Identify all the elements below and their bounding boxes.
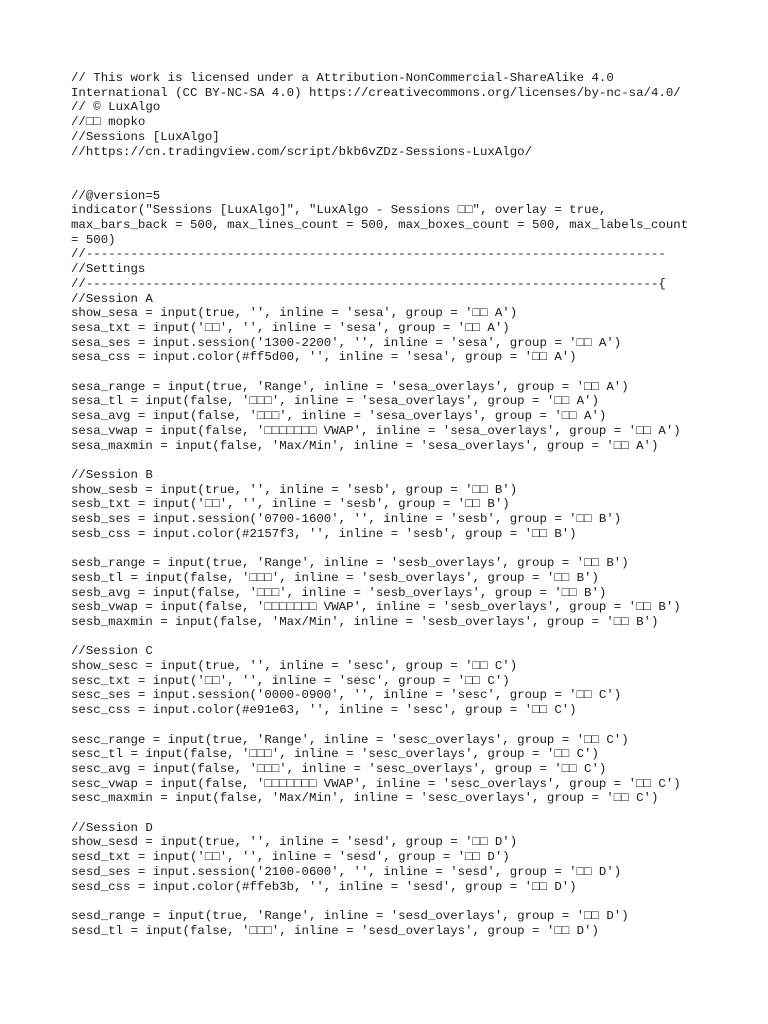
- code-line: sesc_range = input(true, 'Range', inline = 'sesc_overlays', group = '□□ C'): [71, 732, 629, 747]
- code-block: [71, 71, 701, 938]
- blank-line: [71, 365, 701, 380]
- code-line: sesc_ses = input.session('0000-0900', '', inline = 'sesc', group = '□□ C'): [71, 688, 622, 703]
- blank-line: [71, 894, 701, 909]
- code-line: //-----------------------------------------------------------------------------{: [71, 276, 666, 291]
- code-line: sesb_avg = input(false, '□□□', inline = 'sesb_overlays', group = '□□ B'): [71, 585, 607, 600]
- code-line: //------------------------------------------------------------------------------: [71, 247, 666, 262]
- code-line: show_sesd = input(true, '', inline = 'sesd', group = '□□ D'): [71, 835, 518, 850]
- blank-line: [71, 718, 701, 733]
- code-line: sesa_maxmin = input(false, 'Max/Min', inline = 'sesa_overlays', group = '□□ A'): [71, 438, 659, 453]
- code-line: //Sessions [LuxAlgo]: [71, 129, 220, 144]
- code-line: sesb_txt = input('□□', '', inline = 'sesb', group = '□□ B'): [71, 497, 510, 512]
- code-line: sesc_vwap = input(false, '□□□□□□□ VWAP', inline = 'sesc_overlays', group = '□□ C'): [71, 776, 681, 791]
- code-line: sesa_tl = input(false, '□□□', inline = 'sesa_overlays', group = '□□ A'): [71, 394, 599, 409]
- code-line: sesa_range = input(true, 'Range', inline = 'sesa_overlays', group = '□□ A'): [71, 379, 629, 394]
- blank-line: [71, 159, 701, 174]
- blank-line: [71, 541, 701, 556]
- code-line: //https://cn.tradingview.com/script/bkb6vZDz-Sessions-LuxAlgo/: [71, 144, 533, 159]
- code-line: //Session B: [71, 467, 153, 482]
- code-line: //@version=5: [71, 188, 161, 203]
- code-line: //Session A: [71, 291, 153, 306]
- code-line: sesa_vwap = input(false, '□□□□□□□ VWAP', inline = 'sesa_overlays', group = '□□ A'): [71, 423, 681, 438]
- code-line: sesc_avg = input(false, '□□□', inline = 'sesc_overlays', group = '□□ C'): [71, 761, 607, 776]
- code-line: show_sesc = input(true, '', inline = 'sesc', group = '□□ C'): [71, 659, 518, 674]
- code-line: sesb_maxmin = input(false, 'Max/Min', inline = 'sesb_overlays', group = '□□ B'): [71, 614, 659, 629]
- code-line: sesc_txt = input('□□', '', inline = 'sesc', group = '□□ C'): [71, 673, 510, 688]
- code-line: sesb_tl = input(false, '□□□', inline = 'sesb_overlays', group = '□□ B'): [71, 570, 599, 585]
- blank-line: [71, 453, 701, 468]
- code-line: sesb_ses = input.session('0700-1600', '', inline = 'sesb', group = '□□ B'): [71, 512, 622, 527]
- blank-line: [71, 806, 701, 821]
- code-line: sesa_txt = input('□□', '', inline = 'sesa', group = '□□ A'): [71, 320, 510, 335]
- code-line: sesa_ses = input.session('1300-2200', '', inline = 'sesa', group = '□□ A'): [71, 335, 622, 350]
- code-line: //Session D: [71, 820, 153, 835]
- code-line: //□□ mopko: [71, 115, 146, 130]
- blank-line: [71, 630, 701, 645]
- code-line: sesd_txt = input('□□', '', inline = 'sesd', group = '□□ D'): [71, 850, 510, 865]
- code-line: show_sesb = input(true, '', inline = 'sesb', group = '□□ B'): [71, 482, 518, 497]
- code-line: sesd_tl = input(false, '□□□', inline = 'sesd_overlays', group = '□□ D'): [71, 923, 599, 938]
- code-line: show_sesa = input(true, '', inline = 'sesa', group = '□□ A'): [71, 306, 518, 321]
- blank-line: [71, 174, 701, 189]
- code-line: sesd_range = input(true, 'Range', inline = 'sesd_overlays', group = '□□ D'): [71, 908, 629, 923]
- code-line: sesa_css = input.color(#ff5d00, '', inline = 'sesa', group = '□□ A'): [71, 350, 577, 365]
- code-line: indicator("Sessions [LuxAlgo]", "LuxAlgo - Sessions □□", overlay = true, max_bars_back = 500, max_lines_count = 500, max_boxes_count = 500, max_labels_count = 500): [71, 203, 696, 247]
- code-line: sesd_css = input.color(#ffeb3b, '', inline = 'sesd', group = '□□ D'): [71, 879, 577, 894]
- code-line: // This work is licensed under a Attribution-NonCommercial-ShareAlike 4.0 International (CC BY-NC-SA 4.0) https://creativecommons.org/licenses/by-nc-sa/4.0/: [71, 71, 681, 100]
- code-line: //Session C: [71, 644, 153, 659]
- code-line: sesc_maxmin = input(false, 'Max/Min', inline = 'sesc_overlays', group = '□□ C'): [71, 791, 659, 806]
- code-line: sesd_ses = input.session('2100-0600', '', inline = 'sesd', group = '□□ D'): [71, 864, 622, 879]
- code-line: sesb_vwap = input(false, '□□□□□□□ VWAP', inline = 'sesb_overlays', group = '□□ B'): [71, 600, 681, 615]
- code-line: sesb_range = input(true, 'Range', inline = 'sesb_overlays', group = '□□ B'): [71, 556, 629, 571]
- code-line: sesa_avg = input(false, '□□□', inline = 'sesa_overlays', group = '□□ A'): [71, 409, 607, 424]
- code-line: sesc_css = input.color(#e91e63, '', inline = 'sesc', group = '□□ C'): [71, 703, 577, 718]
- code-line: sesc_tl = input(false, '□□□', inline = 'sesc_overlays', group = '□□ C'): [71, 747, 599, 762]
- code-line: // © LuxAlgo: [71, 100, 161, 115]
- code-line: sesb_css = input.color(#2157f3, '', inline = 'sesb', group = '□□ B'): [71, 526, 577, 541]
- code-line: //Settings: [71, 262, 146, 277]
